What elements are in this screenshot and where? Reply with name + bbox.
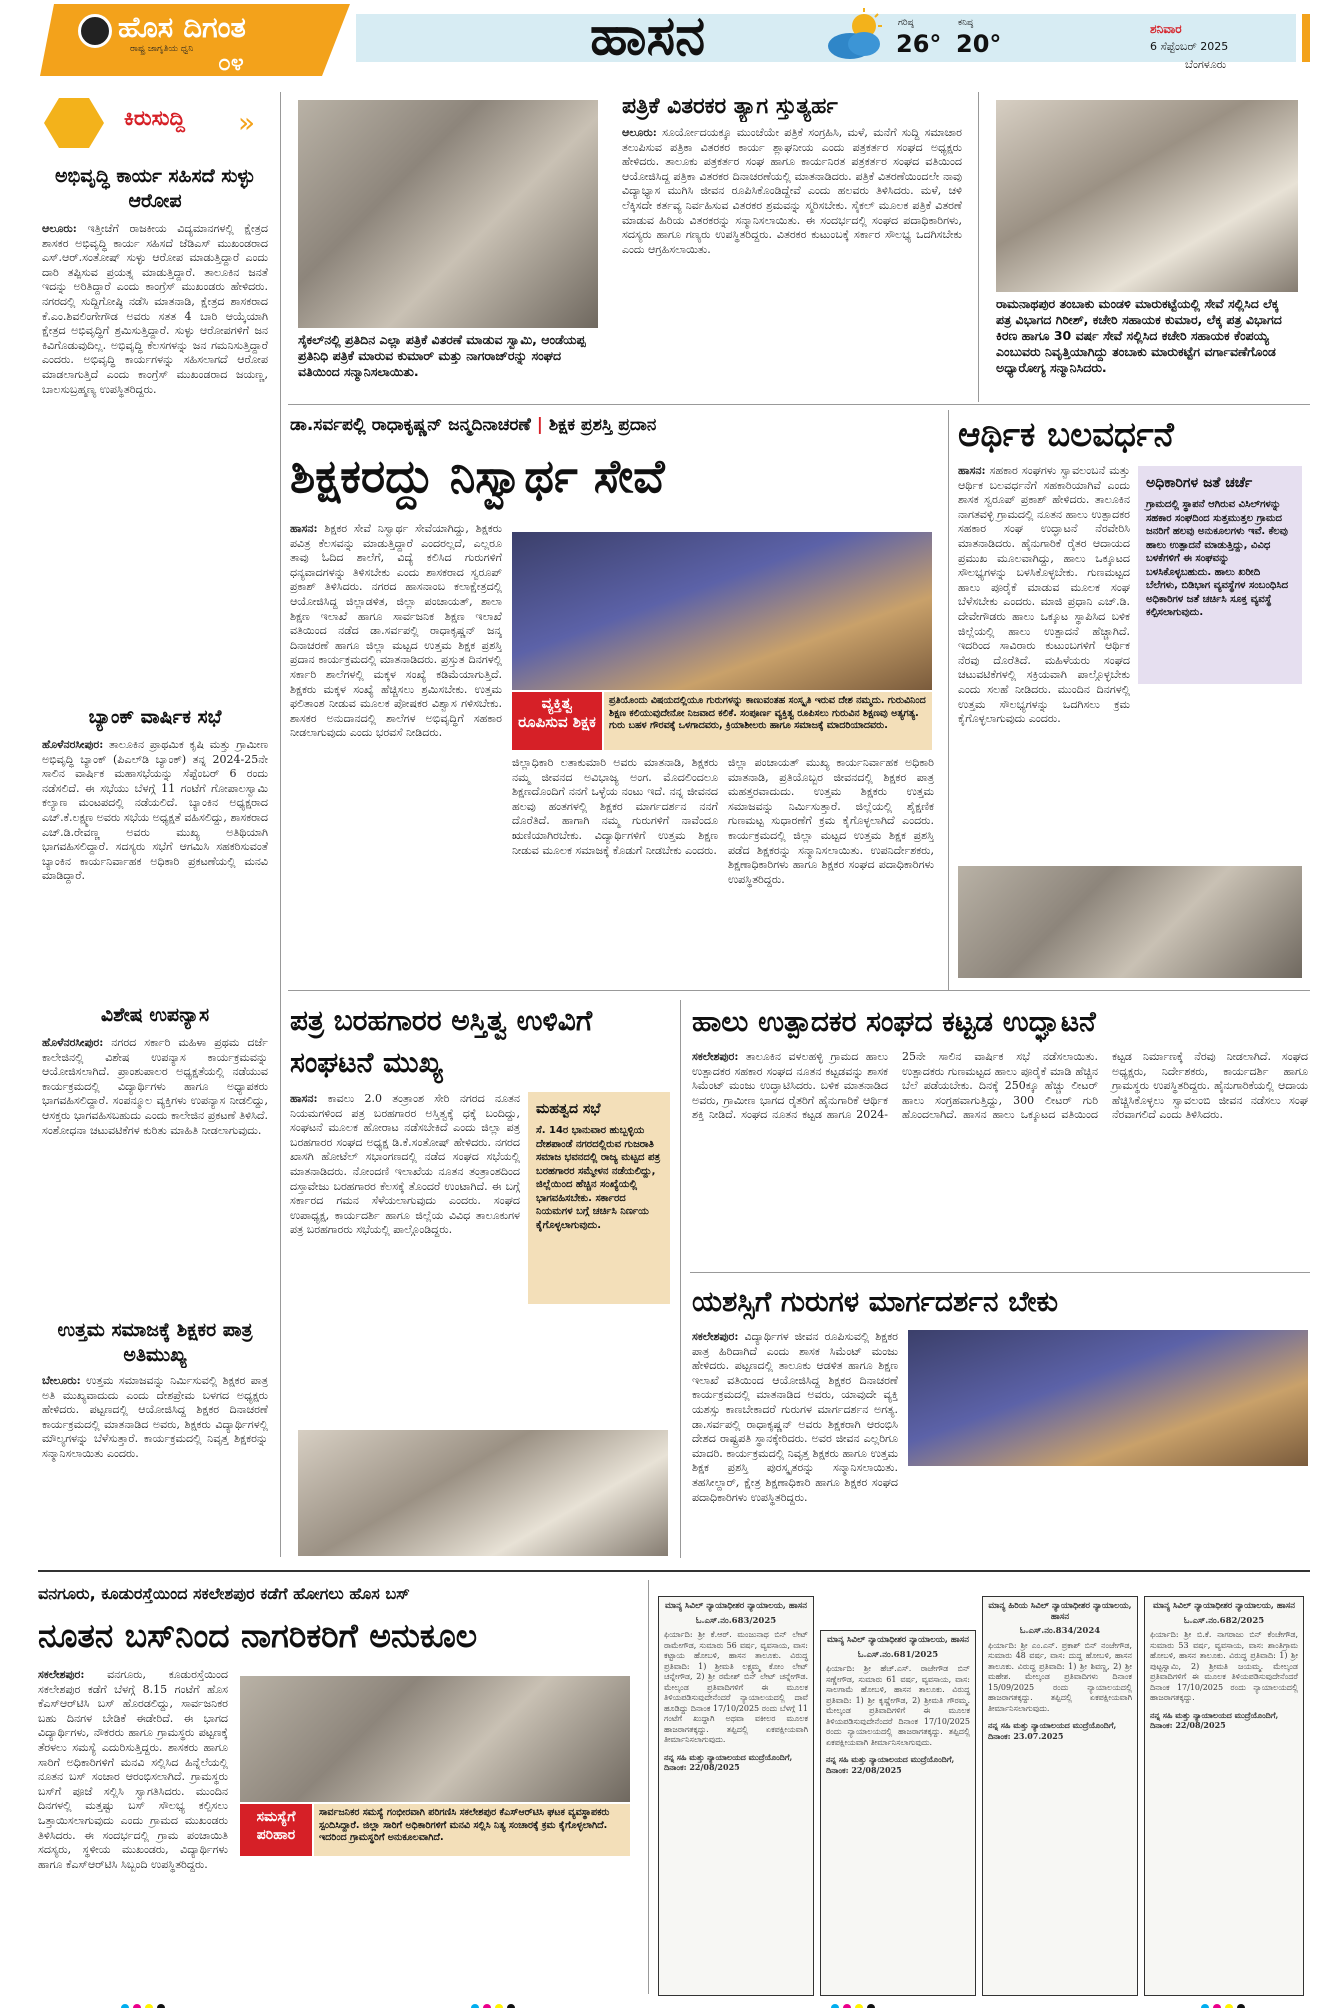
kirusuddi-text-4: ಉತ್ತಮ ಸಮಾಜವನ್ನು ನಿರ್ಮಿಸುವಲ್ಲಿ ಶಿಕ್ಷಕರ ಪಾತ್ರ ಅತಿ ಮುಖ್ಯವಾದುದು ಎಂದು ದೇಶಪ್ರೇಮ ಬಳಗದ ಅಧ್ಯಕ್ಷರು ಹೇಳಿದರು. ಪಟ್ಟಣದಲ್ಲಿ ಆಯೋಜಿಸಿದ್ದ ಶಿಕ್ಷಕರ ದಿನಾಚರಣೆ ಕಾರ್ಯಕ್ರಮದಲ್ಲಿ ಮಾತನಾಡಿದ ಅವರು, ಶಿಕ್ಷಕರು ವಿದ್ಯಾರ್ಥಿಗಳಲ್ಲಿ ಮೌಲ್ಯಗಳನ್ನು ಬೆಳೆಸುತ್ತಾರೆ. ಕಾರ್ಯಕ್ರಮದಲ್ಲಿ ನಿವೃತ್ತ ಶಿಕ್ಷಕರನ್ನು ಸನ್ಮಾನಿಸಲಾಯಿತು ಎಂದರು. [42,1374,268,1460]
kirusuddi-body-2 [42,738,268,988]
teachers-kicker [290,410,950,440]
teachers-quote: ಪ್ರತಿಯೊಂದು ವಿಷಯದಲ್ಲಿಯೂ ಗುರುಗಳನ್ನು ಕಾಣುವಂತಹ ಸಂಸ್ಕೃತಿ ಇರುವ ದೇಶ ನಮ್ಮದು. ಗುರುವಿನಿಂದ ಶಿಕ್ಷಣ ಕಲಿಯುವುದೇನೋ ನಿಜವಾದ ಕಲಿಕೆ. ಸಂಪೂರ್ಣ ವ್ಯಕ್ತಿತ್ವ ರೂಪಿಸಲು ಗುರುವಿನ ಶಿಕ್ಷಣವು ಅತ್ಯಗತ್ಯ. ಗುರು ಬಹಳ ಗೌರವಕ್ಕೆ ಒಳಗಾದವರು, ಕ್ರಿಯಾಶೀಲರು ಹಾಗೂ ಸಮಾಜಕ್ಕೆ ಮಾದರಿಯಾದವರು. [604,692,932,750]
arthika-headline: ಆರ್ಥಿಕ ಬಲವರ್ಧನೆ [958,415,1174,455]
bus-tag: ಸಮಸ್ಯೆಗೆ ಪರಿಹಾರ [240,1804,312,1856]
dateline: ಹೊಳೆನರಸೀಪುರ: [42,738,104,751]
hand-icon [44,98,104,148]
issue-date: 6 ಸೆಪ್ಟೆಂಬರ್ 2025 [1150,40,1229,53]
notice-title: ಮಾನ್ಯ ಹಿರಿಯ ಸಿವಿಲ್ ನ್ಯಾಯಾಧೀಶರ ನ್ಯಾಯಾಲಯ, ಹಾಸನ [988,1601,1132,1622]
yashassu-body-a [692,1330,898,1556]
patra-box [528,1092,670,1304]
notice-case: ಓ.ಎಸ್.ನಂ.834/2024 [1019,1626,1101,1636]
legal-notice-3 [982,1596,1138,1996]
temp-max-label: ಗರಿಷ್ಠ [898,18,914,28]
column-divider [680,1000,681,1558]
kirusuddi-text-1: ಇತ್ತೀಚೆಗೆ ರಾಜಕೀಯ ವಿದ್ಯಮಾನಗಳಲ್ಲಿ ಕ್ಷೇತ್ರದ ಶಾಸಕರ ಅಭಿವೃದ್ಧಿ ಕಾರ್ಯ ಸಹಿಸದೆ ಜೆಡಿಎಸ್ ಮುಖಂಡರಾದ ಎಸ್.ಆರ್.ಸಂತೋಷ್ ಸುಳ್ಳು ಆರೋಪ ಮಾಡುತ್ತಿದ್ದಾರೆ ಎಂದು ದಾರಿ ತಪ್ಪಿಸುವ ಪ್ರಯತ್ನ ಮಾಡುತ್ತಿದ್ದಾರೆ. ತಾಲೂಕಿನ ಜನತೆ ಇದನ್ನು ಅರಿತಿದ್ದಾರೆ ಎಂದು ಕಾಂಗ್ರೆಸ್ ಮುಖಂಡರು ಹೇಳಿದರು. ನಗರದಲ್ಲಿ ಸುದ್ದಿಗೋಷ್ಠಿ ನಡೆಸಿ ಮಾತನಾಡಿ, ಕ್ಷೇತ್ರದ ಶಾಸಕರಾದ ಕೆ.ಎಂ.ಶಿವಲಿಂಗೇಗೌಡ ಅವರು ಸತತ 4 ಬಾರಿ ಆಯ್ಕೆಯಾಗಿ ಕ್ಷೇತ್ರದ ಅಭಿವೃದ್ಧಿಗೆ ಶ್ರಮಿಸುತ್ತಿದ್ದಾರೆ. ಸುಳ್ಳು ಆರೋಪಗಳಿಗೆ ಜನ ಕಿವಿಗೊಡುವುದಿಲ್ಲ. ಅಭಿವೃದ್ಧಿ ಕೆಲಸಗಳನ್ನು ಜನ ಗಮನಿಸುತ್ತಿದ್ದಾರೆ ಎಂದರು. ಅಭಿವೃದ್ಧಿ ಕಾರ್ಯಗಳನ್ನು ಸಹಿಸಲಾಗದೆ ಆರೋಪ ಮಾಡಲಾಗುತ್ತಿದೆ ಎಂದು ಕಾಂಗ್ರೆಸ್ ಮುಖಂಡರಾದ ಜಯಣ್ಣ, ಬಾಲಸುಬ್ರಹ್ಮಣ್ಯ ಉಪಸ್ಥಿತರಿದ್ದರು. [42,222,268,396]
legal-notice-1 [658,1596,814,1996]
dateline: ಹೊಳೆನರಸೀಪುರ: [42,1036,104,1049]
registration-marks [830,1998,890,2008]
notice-body: ಫಿರ್ಯಾದಿ: ಶ್ರೀ ಬಿ.ಕೆ. ನಾಗರಾಜು ಬಿನ್ ಕೆಂಚೇಗೌಡ, ಸುಮಾರು 53 ವರ್ಷ, ವ್ಯವಸಾಯ, ವಾಸ: ಶಾಂತಿಗ್ರಾಮ ಹೋಬಳಿ, ಹಾಸನ ತಾಲೂಕು. ವಿರುದ್ಧ ಪ್ರತಿವಾದಿ: 1) ಶ್ರೀ ಪುಟ್ಟಸ್ವಾಮಿ, 2) ಶ್ರೀಮತಿ ಜಯಮ್ಮ. ಮೇಲ್ಕಂಡ ಪ್ರತಿವಾದಿಗಳಿಗೆ ಈ ಮೂಲಕ ತಿಳಿಯಪಡಿಸುವುದೇನೆಂದರೆ ದಿನಾಂಕ 17/10/2025 ರಂದು ನ್ಯಾಯಾಲಯದಲ್ಲಿ ಹಾಜರಾಗತಕ್ಕದ್ದು. [1150,1630,1298,1702]
chevron-right-icon: » [238,108,256,138]
dateline: ಸಕಲೇಶಪುರ: [692,1050,739,1063]
column-divider [280,92,281,1557]
arthika-box [1138,466,1302,684]
legal-notice-2 [820,1630,976,1996]
registration-marks [1200,1998,1260,2008]
kicker-separator: | [536,415,543,435]
page-number: ೦೪ [218,50,244,76]
arthika-box-body: ಗ್ರಾಮದಲ್ಲಿ ಸ್ಥಾಪನೆ ಆಗಿರುವ ವಿಸಿಲ್‌ಗಳನ್ನು ಸಹಕಾರ ಸಂಘದಿಂದ ಸುತ್ತಮುತ್ತಲ ಗ್ರಾಮದ ಜನರಿಗೆ ಹಲವು ಅನುಕೂಲಗಳು ಇವೆ. ಕೆಲವು ಹಾಲು ಉತ್ಪಾದನೆ ಮಾಡುತ್ತಿದ್ದು, ವಿವಿಧ ಬಳಕೆಗಳಿಗೆ ಈ ಸಂಘವನ್ನು ಬಳಸಿಕೊಳ್ಳಬಹುದು. ಹಾಲು ಖರೀದಿ ಬೆಲೆಗಳು, ಬಿಡಿಭಾಗ ವ್ಯವಸ್ಥೆಗಳ ಸಂಬಂಧಿಸಿದ ಅಧಿಕಾರಿಗಳ ಜತೆ ಚರ್ಚಿಸಿ ಸೂಕ್ತ ವ್ಯವಸ್ಥೆ ಕಲ್ಪಿಸಲಾಗುವುದು. [1146,499,1289,618]
halu-text: ತಾಲೂಕಿನ ವಳಲಹಳ್ಳಿ ಗ್ರಾಮದ ಹಾಲು ಉತ್ಪಾದಕರ ಸಹಕಾರ ಸಂಘದ ನೂತನ ಕಟ್ಟಡವನ್ನು ಶಾಸಕ ಸಿಮೆಂಟ್ ಮಂಜು ಉದ್ಘಾಟಿಸಿದರು. ಬಳಿಕ ಮಾತನಾಡಿದ ಅವರು, ಗ್ರಾಮೀಣ ಭಾಗದ ರೈತರಿಗೆ ಹೈನುಗಾರಿಕೆ ಆರ್ಥಿಕ ಶಕ್ತಿ ನೀಡಿದೆ. ಸಂಘದ ನೂತನ ಕಟ್ಟಡ ಹಾಗೂ 2024-25ನೇ ಸಾಲಿನ ವಾರ್ಷಿಕ ಸಭೆ ನಡೆಸಲಾಯಿತು. ಉತ್ಪಾದಕರು ಗುಣಮಟ್ಟದ ಹಾಲು ಪೂರೈಕೆ ಮಾಡಿ ಹೆಚ್ಚಿನ ಬೆಲೆ ಪಡೆಯಬೇಕು. ದಿನಕ್ಕೆ 250ಕ್ಕೂ ಹೆಚ್ಚು ಲೀಟರ್ ಹಾಲು ಸಂಗ್ರಹವಾಗುತ್ತಿದ್ದು, 300 ಲೀಟರ್ ಗುರಿ ಹೊಂದಲಾಗಿದೆ. ಹಾಸನ ಹಾಲು ಒಕ್ಕೂಟದ ವತಿಯಿಂದ ಕಟ್ಟಡ ನಿರ್ಮಾಣಕ್ಕೆ ನೆರವು ನೀಡಲಾಗಿದೆ. ಸಂಘದ ಅಧ್ಯಕ್ಷರು, ನಿರ್ದೇಶಕರು, ಕಾರ್ಯದರ್ಶಿ ಹಾಗೂ ಗ್ರಾಮಸ್ಥರು ಉಪಸ್ಥಿತರಿದ್ದರು. ಹೈನುಗಾರಿಕೆಯಲ್ಲಿ ಆದಾಯ ಹೆಚ್ಚಿಸಿಕೊಳ್ಳಲು ಸ್ವಾವಲಂಬಿ ಜೀವನ ನಡೆಸಲು ಸಂಘ ನೆರವಾಗಲಿದೆ ಎಂದು ತಿಳಿಸಿದರು. [692,1050,1308,1122]
arthika-text: ಸಹಕಾರ ಸಂಘಗಳು ಸ್ವಾವಲಂಬನೆ ಮತ್ತು ಆರ್ಥಿಕ ಬಲವರ್ಧನೆಗೆ ಸಹಕಾರಿಯಾಗಿವೆ ಎಂದು ಶಾಸಕ ಸ್ವರೂಪ್ ಪ್ರಕಾಶ್ ಹೇಳಿದರು. ತಾಲೂಕಿನ ನಾಗತವಳ್ಳಿ ಗ್ರಾಮದಲ್ಲಿ ನೂತನ ಹಾಲು ಉತ್ಪಾದಕರ ಸಹಕಾರ ಸಂಘ ಉದ್ಘಾಟನೆ ನೆರವೇರಿಸಿ ಮಾತನಾಡಿದರು. ಹೈನುಗಾರಿಕೆ ರೈತರ ಆದಾಯದ ಪ್ರಮುಖ ಮೂಲವಾಗಿದ್ದು, ಹಾಲು ಒಕ್ಕೂಟದ ಸೌಲಭ್ಯಗಳನ್ನು ಬಳಸಿಕೊಳ್ಳಬೇಕು. ಗುಣಮಟ್ಟದ ಹಾಲು ಪೂರೈಕೆ ಮಾಡುವ ಮೂಲಕ ಸಂಘ ಬೆಳೆಸಬೇಕು ಎಂದರು. ಮಾಜಿ ಪ್ರಧಾನಿ ಎಚ್.ಡಿ. ದೇವೇಗೌಡರು ಹಾಲು ಒಕ್ಕೂಟ ಸ್ಥಾಪಿಸಿದ ಬಳಿಕ ಜಿಲ್ಲೆಯಲ್ಲಿ ಹಾಲು ಉತ್ಪಾದನೆ ಹೆಚ್ಚಾಗಿದೆ. ಇದರಿಂದ ಸಾವಿರಾರು ಕುಟುಂಬಗಳಿಗೆ ಆರ್ಥಿಕ ನೆರವು ದೊರೆತಿದೆ. ಮಹಿಳೆಯರು ಸಂಘದ ಚಟುವಟಿಕೆಗಳಲ್ಲಿ ಸಕ್ರಿಯವಾಗಿ ಪಾಲ್ಗೊಳ್ಳಬೇಕು ಎಂದು ಸಲಹೆ ನೀಡಿದರು. ಮುಂದಿನ ದಿನಗಳಲ್ಲಿ ಉತ್ತಮ ಸೌಲಭ್ಯಗಳನ್ನು ಒದಗಿಸಲು ಕ್ರಮ ಕೈಗೊಳ್ಳಲಾಗುವುದು ಎಂದರು. [958,464,1130,726]
tyaga-body [622,126,962,402]
retirement-photo [996,100,1298,292]
arthika-box-title: ಅಧಿಕಾರಿಗಳ ಜತೆ ಚರ್ಚೆ [1146,475,1253,491]
issue-edition: ಬೆಂಗಳೂರು [1185,58,1227,71]
section-divider [288,404,1310,405]
kirusuddi-body-4 [42,1374,268,1554]
teachers-body-a [290,522,502,970]
masthead [0,0,1339,82]
kirusuddi-body-1 [42,222,268,690]
dateline: ಹಾಸನ: [290,522,318,535]
kirusuddi-column [38,92,270,1557]
kirusuddi-banner [38,92,270,154]
notice-case: ಓ.ಎಸ್.ನಂ.682/2025 [1183,1615,1265,1626]
kirusuddi-title-2: ಬ್ಯಾಂಕ್ ವಾರ್ಷಿಕ ಸಭೆ [88,706,222,728]
notice-body: ಫಿರ್ಯಾದಿ: ಶ್ರೀ ಕೆ.ಆರ್. ಮಂಜುನಾಥ ಬಿನ್ ಲೇಟ್ ರಾಮೇಗೌಡ, ಸುಮಾರು 56 ವರ್ಷ, ವ್ಯವಸಾಯ, ವಾಸ: ಕಟ್ಟಾಯ ಹೋಬಳಿ, ಹಾಸನ ತಾಲೂಕು. ವಿರುದ್ಧ ಪ್ರತಿವಾದಿ: 1) ಶ್ರೀಮತಿ ಲಕ್ಷ್ಮಮ್ಮ ಕೋಂ ಲೇಟ್ ಚನ್ನೇಗೌಡ, 2) ಶ್ರೀ ರಮೇಶ್ ಬಿನ್ ಲೇಟ್ ಚನ್ನೇಗೌಡ. ಮೇಲ್ಕಂಡ ಪ್ರತಿವಾದಿಗಳಿಗೆ ಈ ಮೂಲಕ ತಿಳಿಯಪಡಿಸುವುದೇನೆಂದರೆ ನ್ಯಾಯಾಲಯದಲ್ಲಿ ದಾವೆ ಹೂಡಿದ್ದು ದಿನಾಂಕ 17/10/2025 ರಂದು ಬೆಳಗ್ಗೆ 11 ಗಂಟೆಗೆ ಖುದ್ದಾಗಿ ಅಥವಾ ವಕೀಲರ ಮೂಲಕ ಹಾಜರಾಗತಕ್ಕದ್ದು. ತಪ್ಪಿದಲ್ಲಿ ಏಕಪಕ್ಷೀಯವಾಗಿ ತೀರ್ಮಾನಿಸಲಾಗುವುದು. [664,1630,808,1744]
column-divider [648,1580,649,1994]
notice-footer: ನನ್ನ ಸಹಿ ಮತ್ತು ನ್ಯಾಯಾಲಯದ ಮುದ್ರೆಯೊಂದಿಗೆ, ದಿನಾಂಕ: 23.07.2025 [988,1720,1117,1741]
teachers-body-c: ಜಿಲ್ಲಾ ಪಂಚಾಯತ್ ಮುಖ್ಯ ಕಾರ್ಯನಿರ್ವಾಹಕ ಅಧಿಕಾರಿ ಮಾತನಾಡಿ, ಪ್ರತಿಯೊಬ್ಬರ ಜೀವನದಲ್ಲಿ ಶಿಕ್ಷಕರ ಪಾತ್ರ ಮಹತ್ತರವಾದುದು. ಉತ್ತಮ ಶಿಕ್ಷಕರು ಉತ್ತಮ ಸಮಾಜವನ್ನು ನಿರ್ಮಿಸುತ್ತಾರೆ. ಜಿಲ್ಲೆಯಲ್ಲಿ ಶೈಕ್ಷಣಿಕ ಗುಣಮಟ್ಟ ಸುಧಾರಣೆಗೆ ಕ್ರಮ ಕೈಗೊಳ್ಳಲಾಗಿದೆ ಎಂದರು. ಕಾರ್ಯಕ್ರಮದಲ್ಲಿ ಜಿಲ್ಲಾ ಮಟ್ಟದ ಉತ್ತಮ ಶಿಕ್ಷಕ ಪ್ರಶಸ್ತಿ ಪಡೆದ ಶಿಕ್ಷಕರನ್ನು ಸನ್ಮಾನಿಸಲಾಯಿತು. ಉಪನಿರ್ದೇಶಕರು, ಶಿಕ್ಷಣಾಧಿಕಾರಿಗಳು ಹಾಗೂ ಶಿಕ್ಷಕರ ಸಂಘದ ಪದಾಧಿಕಾರಿಗಳು ಉಪಸ್ಥಿತರಿದ್ದರು. [728,756,934,886]
bus-text: ವನಗೂರು, ಕೂಡುರಸ್ತೆಯಿಂದ ಸಕಲೇಶಪುರ ಕಡೆಗೆ ಬೆಳಗ್ಗೆ 8.15 ಗಂಟೆಗೆ ಹೊಸ ಕೆಎಸ್‌ಆರ್‌ಟಿಸಿ ಬಸ್ ಹೊರಡಲಿದ್ದು, ಸಾರ್ವಜನಿಕರ ಬಹು ದಿನಗಳ ಬೇಡಿಕೆ ಈಡೇರಿದೆ. ಈ ಭಾಗದ ವಿದ್ಯಾರ್ಥಿಗಳು, ನೌಕರರು ಹಾಗೂ ಗ್ರಾಮಸ್ಥರು ಪಟ್ಟಣಕ್ಕೆ ತೆರಳಲು ಸಮಸ್ಯೆ ಎದುರಿಸುತ್ತಿದ್ದರು. ಶಾಸಕರು ಹಾಗೂ ಸಾರಿಗೆ ಅಧಿಕಾರಿಗಳಿಗೆ ಮನವಿ ಸಲ್ಲಿಸಿದ ಹಿನ್ನೆಲೆಯಲ್ಲಿ ನೂತನ ಬಸ್ ಸಂಚಾರ ಆರಂಭಿಸಲಾಗಿದೆ. ಗ್ರಾಮಸ್ಥರು ಬಸ್‌ಗೆ ಪೂಜೆ ಸಲ್ಲಿಸಿ ಸ್ವಾಗತಿಸಿದರು. ಮುಂದಿನ ದಿನಗಳಲ್ಲಿ ಮತ್ತಷ್ಟು ಬಸ್ ಸೌಲಭ್ಯ ಕಲ್ಪಿಸಲು ಒತ್ತಾಯಿಸಲಾಗುವುದು ಎಂದು ಗ್ರಾಮದ ಮುಖಂಡರು ತಿಳಿಸಿದರು. ಈ ಸಂದರ್ಭದಲ್ಲಿ ಗ್ರಾಮ ಪಂಚಾಯಿತಿ ಸದಸ್ಯರು, ಸ್ಥಳೀಯ ಮುಖಂಡರು, ವಿದ್ಯಾರ್ಥಿಗಳು ಹಾಗೂ ಕೆಎಸ್‌ಆರ್‌ಟಿಸಿ ಸಿಬ್ಬಂದಿ ಉಪಸ್ಥಿತರಿದ್ದರು. [38,1668,228,1871]
halu-headline: ಹಾಲು ಉತ್ಪಾದಕರ ಸಂಘದ ಕಟ್ಟಡ ಉದ್ಘಾಟನೆ [692,1005,1096,1038]
kirusuddi-label: ಕಿರುಸುದ್ದಿ [124,106,185,130]
patra-box-body: ಸೆ. 14ರ ಭಾನುವಾರ ಹುಬ್ಬಳ್ಳಿಯ ದೇಶಪಾಂಡೆ ನಗರದಲ್ಲಿರುವ ಗುಜರಾತಿ ಸಮಾಜ ಭವನದಲ್ಲಿ ರಾಜ್ಯ ಮಟ್ಟದ ಪತ್ರ ಬರಹಗಾರರ ಸಮ್ಮೇಳನ ನಡೆಯಲಿದ್ದು, ಜಿಲ್ಲೆಯಿಂದ ಹೆಚ್ಚಿನ ಸಂಖ್ಯೆಯಲ್ಲಿ ಭಾಗವಹಿಸಬೇಕು. ಸರ್ಕಾರದ ನಿಯಮಗಳ ಬಗ್ಗೆ ಚರ್ಚಿಸಿ ನಿರ್ಣಯ ಕೈಗೊಳ್ಳಲಾಗುವುದು. [536,1125,661,1231]
yashassu-headline: ಯಶಸ್ಸಿಗೆ ಗುರುಗಳ ಮಾರ್ಗದರ್ಶನ ಬೇಕು [692,1285,1059,1318]
notice-case: ಓ.ಎಸ್.ನಂ.683/2025 [695,1615,777,1626]
brand-logo-icon [78,14,112,48]
notice-footer: ನನ್ನ ಸಹಿ ಮತ್ತು ನ್ಯಾಯಾಲಯದ ಮುದ್ರೆಯೊಂದಿಗೆ, ದಿನಾಂಕ: 22/08/2025 [664,1751,793,1772]
notice-case: ಓ.ಎಸ್.ನಂ.681/2025 [857,1649,939,1660]
temp-min: 20° [956,30,1002,58]
section-divider [690,1272,1310,1273]
brand-tagline: ರಾಷ್ಟ್ರ ಜಾಗೃತಿಯ ಧ್ವನಿ [130,44,194,54]
distributors-photo [298,100,598,328]
dateline: ಸಕಲೇಶಪುರ: [692,1330,739,1343]
registration-marks [120,1998,180,2008]
registration-marks [470,1998,530,2008]
teachers-tag: ವ್ಯಕ್ತಿತ್ವ ರೂಪಿಸುವ ಶಿಕ್ಷಕ [512,692,602,750]
kirusuddi-text-3: ನಗರದ ಸರ್ಕಾರಿ ಮಹಿಳಾ ಪ್ರಥಮ ದರ್ಜೆ ಕಾಲೇಜಿನಲ್ಲಿ ವಿಶೇಷ ಉಪನ್ಯಾಸ ಕಾರ್ಯಕ್ರಮವನ್ನು ಆಯೋಜಿಸಲಾಗಿದೆ. ಪ್ರಾಂಶುಪಾಲರ ಅಧ್ಯಕ್ಷತೆಯಲ್ಲಿ ನಡೆಯುವ ಕಾರ್ಯಕ್ರಮದಲ್ಲಿ ವಿದ್ಯಾರ್ಥಿಗಳು ಹಾಗೂ ಅಧ್ಯಾಪಕರು ಭಾಗವಹಿಸಲಿದ್ದಾರೆ. ಸಂಪನ್ಮೂಲ ವ್ಯಕ್ತಿಗಳು ಉಪನ್ಯಾಸ ನೀಡಲಿದ್ದು, ಆಸಕ್ತರು ಭಾಗವಹಿಸಬಹುದು ಎಂದು ಕಾಲೇಜಿನ ಪ್ರಕಟಣೆ ತಿಳಿಸಿದೆ. ಸಂಶೋಧನಾ ಚಟುವಟಿಕೆಗಳ ಕುರಿತು ಮಾಹಿತಿ ನೀಡಲಾಗುವುದು. [42,1036,268,1137]
notice-title: ಮಾನ್ಯ ಸಿವಿಲ್ ನ್ಯಾಯಾಧೀಶರ ನ್ಯಾಯಾಲಯ, ಹಾಸನ [1153,1601,1295,1611]
issue-day: ಶನಿವಾರ [1150,22,1182,36]
tyaga-headline: ಪತ್ರಿಕೆ ವಿತರಕರ ತ್ಯಾಗ ಸ್ತುತ್ಯರ್ಹ [622,94,838,119]
bus-photo [240,1676,630,1802]
teachers-award-photo [512,532,932,690]
teachers-headline: ಶಿಕ್ಷಕರದ್ದು ನಿಸ್ವಾರ್ಥ ಸೇವೆ [290,449,665,503]
legal-notice-4 [1144,1596,1304,1996]
distributors-caption: ಸೈಕಲ್‌ನಲ್ಲಿ ಪ್ರತಿದಿನ ಎಲ್ಲಾ ಪತ್ರಿಕೆ ವಿತರಣೆ ಮಾಡುವ ಸ್ವಾಮಿ, ಆಂಡೆಯಪ್ಪ ಪ್ರತಿನಿಧಿ ಪತ್ರಿಕೆ ಮಾರುವ ಕುಮಾರ್ ಮತ್ತು ನಾಗರಾಜ್‌ರನ್ನು ಸಂಘದ ವತಿಯಿಂದ ಸನ್ಮಾನಿಸಲಾಯಿತು. [298,332,586,379]
column-divider [978,92,979,402]
city-name: ಹಾಸನ [590,4,706,67]
section-divider [288,990,1310,991]
retirement-caption: ರಾಮನಾಥಪುರ ತಂಬಾಕು ಮಂಡಳಿ ಮಾರುಕಟ್ಟೆಯಲ್ಲಿ ಸೇವೆ ಸಲ್ಲಿಸಿದ ಲೆಕ್ಕ ಪತ್ರ ವಿಭಾಗದ ಗಿರೀಶ್, ಕಚೇರಿ ಸಹಾಯಕ ಕುಮಾರ, ಲೆಕ್ಕ ಪತ್ರ ವಿಭಾಗದ ಕಿರಣ ಹಾಗೂ 30 ವರ್ಷ ಸೇವೆ ಸಲ್ಲಿಸಿದ ಕಚೇರಿ ಸಹಾಯಕ ಕೆಂಪಯ್ಯ ಎಂಬುವರು ನಿವೃತ್ತಿಯಾಗಿದ್ದು ತಂಬಾಕು ಮಾರುಕಟ್ಟೆಗ ವರ್ಗಾವಣೆಗೊಂಡ ಅಧ್ಯಾರೋಗ್ಯ ಸನ್ಮಾನಿಸಿದರು. [996,296,1282,375]
patra-box-title: ಮಹತ್ವದ ಸಭೆ [536,1101,601,1117]
bus-quote: ಸಾರ್ವಜನಿಕರ ಸಮಸ್ಯೆ ಗಂಭೀರವಾಗಿ ಪರಿಗಣಿಸಿ ಸಕಲೇಶಪುರ ಕೆಎಸ್‌ಆರ್‌ಟಿಸಿ ಘಟಕ ವ್ಯವಸ್ಥಾಪಕರು ಸ್ಪಂದಿಸಿದ್ದಾರೆ. ಜಿಲ್ಲಾ ಸಾರಿಗೆ ಅಧಿಕಾರಿಗಳಿಗೆ ಮನವಿ ಸಲ್ಲಿಸಿ ನಿತ್ಯ ಸಂಚಾರಕ್ಕೆ ಕ್ರಮ ಕೈಗೊಳ್ಳಲಾಗಿದೆ. ಇದರಿಂದ ಗ್ರಾಮಸ್ಥರಿಗೆ ಅನುಕೂಲವಾಗಿದೆ. [314,1804,630,1856]
kirusuddi-title-4: ಉತ್ತಮ ಸಮಾಜಕ್ಕೆ ಶಿಕ್ಷಕರ ಪಾತ್ರ ಅತಿಮುಖ್ಯ [57,1319,253,1366]
kirusuddi-text-2: ತಾಲೂಕಿನ ಪ್ರಾಥಮಿಕ ಕೃಷಿ ಮತ್ತು ಗ್ರಾಮೀಣ ಅಭಿವೃದ್ಧಿ ಬ್ಯಾಂಕ್ (ಪಿಎಲ್‌ಡಿ ಬ್ಯಾಂಕ್) ತನ್ನ 2024-25ನೇ ಸಾಲಿನ ವಾರ್ಷಿಕ ಮಹಾಸಭೆಯನ್ನು ಸೆಪ್ಟೆಂಬರ್ 6 ರಂದು ನಡೆಸಲಿದೆ. ಈ ಸಭೆಯು ಬೆಳಗ್ಗೆ 11 ಗಂಟೆಗೆ ಗೋಪಾಲಸ್ವಾಮಿ ಕಲ್ಯಾಣ ಮಂಟಪದಲ್ಲಿ ನಡೆಯಲಿದೆ. ಬ್ಯಾಂಕಿನ ಅಧ್ಯಕ್ಷರಾದ ಎಚ್.ಕೆ.ಲಕ್ಷ್ಮಣ ಅವರು ಸಭೆಯ ಅಧ್ಯಕ್ಷತೆ ವಹಿಸಲಿದ್ದು, ಶಾಸಕರಾದ ಎಚ್.ಡಿ.ರೇವಣ್ಣ ಅವರು ಮುಖ್ಯ ಅತಿಥಿಯಾಗಿ ಭಾಗವಹಿಸಲಿದ್ದಾರೆ. ಸದಸ್ಯರು ಸಭೆಗೆ ಆಗಮಿಸಿ ಸಹಕರಿಸುವಂತೆ ಬ್ಯಾಂಕಿನ ಕಾರ್ಯನಿರ್ವಾಹಕ ಅಧಿಕಾರಿ ಪ್ರಕಟಣೆಯಲ್ಲಿ ಮನವಿ ಮಾಡಿದ್ದಾರೆ. [42,738,268,883]
bus-body-a [38,1668,228,1994]
kirusuddi-title-1: ಅಭಿವೃದ್ಧಿ ಕಾರ್ಯ ಸಹಿಸದೆ ಸುಳ್ಳು ಆರೋಪ [55,165,255,212]
weather-cloud-icon [820,6,890,66]
column-divider [948,410,949,990]
patra-text: ಕಾವಲು 2.0 ತಂತ್ರಾಂಶ ಸೇರಿ ನಗರದ ನೂತನ ನಿಯಮಗಳಿಂದ ಪತ್ರ ಬರಹಗಾರರ ಅಸ್ತಿತ್ವಕ್ಕೆ ಧಕ್ಕೆ ಬಂದಿದ್ದು, ಸಂಘಟನೆ ಮೂಲಕ ಹೋರಾಟ ನಡೆಸಬೇಕಿದೆ ಎಂದು ಜಿಲ್ಲಾ ಪತ್ರ ಬರಹಗಾರರ ಸಂಘದ ಅಧ್ಯಕ್ಷ ಡಿ.ಕೆ.ಸಂತೋಷ್ ಹೇಳಿದರು. ನಗರದ ಖಾಸಗಿ ಹೋಟೆಲ್ ಸಭಾಂಗಣದಲ್ಲಿ ನಡೆದ ಸಂಘದ ಸಭೆಯಲ್ಲಿ ಮಾತನಾಡಿದರು. ನೋಂದಣಿ ಇಲಾಖೆಯ ನೂತನ ತಂತ್ರಾಂಶದಿಂದ ದಸ್ತಾವೇಜು ಬರಹಗಾರರ ಕೆಲಸಕ್ಕೆ ತೊಂದರೆ ಉಂಟಾಗಿದೆ. ಈ ಬಗ್ಗೆ ಸರ್ಕಾರದ ಗಮನ ಸೆಳೆಯಲಾಗುವುದು ಎಂದರು. ಸಂಘದ ಉಪಾಧ್ಯಕ್ಷ, ಕಾರ್ಯದರ್ಶಿ ಹಾಗೂ ಜಿಲ್ಲೆಯ ವಿವಿಧ ತಾಲೂಕುಗಳ ಪತ್ರ ಬರಹಗಾರರು ಸಭೆಯಲ್ಲಿ ಪಾಲ್ಗೊಂಡಿದ್ದರು. [290,1092,520,1237]
dateline: ಆಲೂರು: [622,126,657,139]
dateline: ಹಾಸನ: [290,1092,318,1105]
notice-title: ಮಾನ್ಯ ಸಿವಿಲ್ ನ್ಯಾಯಾಧೀಶರ ನ್ಯಾಯಾಲಯ, ಹಾಸನ [827,1635,969,1645]
notice-title: ಮಾನ್ಯ ಸಿವಿಲ್ ನ್ಯಾಯಾಧೀಶರ ನ್ಯಾಯಾಲಯ, ಹಾಸನ [665,1601,807,1611]
temp-max: 26° [896,30,942,58]
teachers-kicker-right: ಶಿಕ್ಷಕ ಪ್ರಶಸ್ತಿ ಪ್ರದಾನ [548,415,657,435]
yashassu-photo [908,1330,1308,1466]
dateline: ಬೇಲೂರು: [42,1374,81,1387]
teachers-body-b: ಜಿಲ್ಲಾಧಿಕಾರಿ ಲತಾಕುಮಾರಿ ಅವರು ಮಾತನಾಡಿ, ಶಿಕ್ಷಕರು ನಮ್ಮ ಜೀವನದ ಅವಿಭಾಜ್ಯ ಅಂಗ. ಮೊದಲಿಂದಲೂ ಶಿಕ್ಷಣದೊಂದಿಗೆ ನನಗೆ ಒಳ್ಳೆಯ ನಂಟು ಇದೆ. ನನ್ನ ಜೀವನದ ಹಲವು ಹಂತಗಳಲ್ಲಿ ಶಿಕ್ಷಕರ ಮಾರ್ಗದರ್ಶನ ನನಗೆ ದೊರೆತಿದೆ. ಹಾಗಾಗಿ ನಮ್ಮ ಗುರುಗಳಿಗೆ ನಾವೆಂದೂ ಋಣಿಯಾಗಿರಬೇಕು. ವಿದ್ಯಾರ್ಥಿಗಳಿಗೆ ಉತ್ತಮ ಶಿಕ್ಷಣ ನೀಡುವ ಮೂಲಕ ಸಮಾಜಕ್ಕೆ ಕೊಡುಗೆ ನೀಡಬೇಕು ಎಂದರು. [512,756,718,857]
tyaga-text: ಸೂರ್ಯೋದಯಕ್ಕೂ ಮುಂಚೆಯೇ ಪತ್ರಿಕೆ ಸಂಗ್ರಹಿಸಿ, ಮಳೆ, ಮನೆಗೆ ಸುದ್ದಿ ಸಮಾಚಾರ ತಲುಪಿಸುವ ಪತ್ರಿಕಾ ವಿತರಕರ ಕಾರ್ಯ ಶ್ಲಾಘನೀಯ ಎಂದು ಪತ್ರಕರ್ತರ ಸಂಘದ ಅಧ್ಯಕ್ಷರು ಹೇಳಿದರು. ತಾಲೂಕು ಪತ್ರಕರ್ತರ ಸಂಘ ಹಾಗೂ ಕಾರ್ಯನಿರತ ಪತ್ರಕರ್ತರ ಸಂಘದ ವತಿಯಿಂದ ಆಯೋಜಿಸಿದ್ದ ಪತ್ರಿಕಾ ವಿತರಕರ ದಿನಾಚರಣೆಯಲ್ಲಿ ಮಾತನಾಡಿದರು. ಪತ್ರಿಕೆ ವಿತರಣೆಯಿಂದಲೇ ನಾವು ವಿದ್ಯಾಭ್ಯಾಸ ಮುಗಿಸಿ ಜೀವನ ರೂಪಿಸಿಕೊಂಡಿದ್ದೇವೆ ಎಂದು ಹಲವರು ತಿಳಿಸಿದರು. ಮಳೆ, ಚಳಿ ಲೆಕ್ಕಿಸದೇ ಕರ್ತವ್ಯ ನಿರ್ವಹಿಸುವ ವಿತರಕರ ಶ್ರಮವನ್ನು ಸ್ಮರಿಸಬೇಕು. ಸೈಕಲ್ ಮೂಲಕ ಪತ್ರಿಕೆ ವಿತರಣೆ ಮಾಡುವ ಹಿರಿಯ ವಿತರಕರನ್ನು ಸನ್ಮಾನಿಸಲಾಯಿತು. ಈ ಸಂದರ್ಭದಲ್ಲಿ ಸಂಘದ ಪದಾಧಿಕಾರಿಗಳು, ಸದಸ್ಯರು ಹಾಗೂ ಗಣ್ಯರು ಉಪಸ್ಥಿತರಿದ್ದರು. ವಿತರಕರ ಕುಟುಂಬಕ್ಕೆ ಸರ್ಕಾರ ಸೌಲಭ್ಯ ಒದಗಿಸಬೇಕು ಎಂದು ಆಗ್ರಹಿಸಲಾಯಿತು. [622,126,962,256]
patra-headline: ಪತ್ರ ಬರಹಗಾರರ ಅಸ್ತಿತ್ವ ಉಳಿವಿಗೆ ಸಂಘಟನೆ ಮುಖ್ಯ [290,1004,593,1079]
halu-body [692,1050,1308,1266]
bus-headline: ನೂತನ ಬಸ್‌ನಿಂದ ನಾಗರಿಕರಿಗೆ ಅನುಕೂಲ [38,1616,478,1655]
kirusuddi-title-3: ವಿಶೇಷ ಉಪನ್ಯಾಸ [100,1004,210,1026]
patra-photo [298,1430,668,1556]
notice-body: ಫಿರ್ಯಾದಿ: ಶ್ರೀ ಹೆಚ್.ಎಸ್. ರಾಜೇಗೌಡ ಬಿನ್ ಸಣ್ಣೇಗೌಡ, ಸುಮಾರು 61 ವರ್ಷ, ವ್ಯವಸಾಯ, ವಾಸ: ಸಾಲಗಾಮೆ ಹೋಬಳಿ, ಹಾಸನ ತಾಲೂಕು. ವಿರುದ್ಧ ಪ್ರತಿವಾದಿ: 1) ಶ್ರೀ ಕೃಷ್ಣೇಗೌಡ, 2) ಶ್ರೀಮತಿ ಗೌರಮ್ಮ. ಮೇಲ್ಕಂಡ ಪ್ರತಿವಾದಿಗಳಿಗೆ ಈ ಮೂಲಕ ತಿಳಿಯಪಡಿಸುವುದೇನೆಂದರೆ ದಿನಾಂಕ 17/10/2025 ರಂದು ನ್ಯಾಯಾಲಯದಲ್ಲಿ ಹಾಜರಾಗತಕ್ಕದ್ದು. ತಪ್ಪಿದಲ್ಲಿ ಏಕಪಕ್ಷೀಯವಾಗಿ ತೀರ್ಮಾನಿಸಲಾಗುವುದು. [826,1664,970,1747]
patra-body [290,1092,520,1322]
arthika-photo [958,866,1302,978]
temp-min-label: ಕನಿಷ್ಠ [958,18,974,28]
masthead-right-bar [1302,14,1310,62]
dateline: ಹಾಸನ: [958,464,986,477]
dateline: ಆಲೂರು: [42,222,77,235]
dateline: ಸಕಲೇಶಪುರ: [38,1668,85,1681]
notice-footer: ನನ್ನ ಸಹಿ ಮತ್ತು ನ್ಯಾಯಾಲಯದ ಮುದ್ರೆಯೊಂದಿಗೆ, ದಿನಾಂಕ: 22/08/2025 [1150,1709,1279,1730]
teachers-kicker-left: ಡಾ.ಸರ್ವಪಲ್ಲಿ ರಾಧಾಕೃಷ್ಣನ್ ಜನ್ಮದಿನಾಚರಣೆ [290,415,531,435]
brand-name: ಹೊಸ ದಿಗಂತ [118,10,246,44]
notice-body: ಫಿರ್ಯಾದಿ: ಶ್ರೀ ಎಂ.ಎನ್. ಪ್ರಕಾಶ್ ಬಿನ್ ನಂಜೇಗೌಡ, ಸುಮಾರು 48 ವರ್ಷ, ವಾಸ: ದುದ್ದ ಹೋಬಳಿ, ಹಾಸನ ತಾಲೂಕು. ವಿರುದ್ಧ ಪ್ರತಿವಾದಿ: 1) ಶ್ರೀ ಶಿವಣ್ಣ, 2) ಶ್ರೀ ಮಹೇಶ. ಮೇಲ್ಕಂಡ ಪ್ರತಿವಾದಿಗಳು ದಿನಾಂಕ 15/09/2025 ರಂದು ನ್ಯಾಯಾಲಯದಲ್ಲಿ ಹಾಜರಾಗತಕ್ಕದ್ದು. ತಪ್ಪಿದಲ್ಲಿ ಏಕಪಕ್ಷೀಯವಾಗಿ ತೀರ್ಮಾನಿಸಲಾಗುವುದು. [988,1640,1132,1713]
teachers-text-a: ಶಿಕ್ಷಕರ ಸೇವೆ ನಿಸ್ವಾರ್ಥ ಸೇವೆಯಾಗಿದ್ದು, ಶಿಕ್ಷಕರು ಪವಿತ್ರ ಕೆಲಸವನ್ನು ಮಾಡುತ್ತಿದ್ದಾರೆ ಎಂದರಲ್ಲದೆ, ಎಲ್ಲರೂ ತಾವು ಓದಿದ ಶಾಲೆಗೆ, ವಿದ್ಯೆ ಕಲಿಸಿದ ಗುರುಗಳಿಗೆ ಧನ್ಯವಾದಗಳನ್ನು ತಿಳಿಸಬೇಕು ಎಂದು ಶಾಸಕರಾದ ಸ್ವರೂಪ್ ಪ್ರಕಾಶ್ ತಿಳಿಸಿದರು. ನಗರದ ಹಾಸನಾಂಬ ಕಲಾಕ್ಷೇತ್ರದಲ್ಲಿ ಆಯೋಜಿಸಿದ್ದ ಜಿಲ್ಲಾಡಳಿತ, ಜಿಲ್ಲಾ ಪಂಚಾಯತ್, ಶಾಲಾ ಶಿಕ್ಷಣ ಇಲಾಖೆ ಹಾಗೂ ಸಾರ್ವಜನಿಕ ಶಿಕ್ಷಣ ಇಲಾಖೆ ವತಿಯಿಂದ ನಡೆದ ಡಾ.ಸರ್ವಪಲ್ಲಿ ರಾಧಾಕೃಷ್ಣನ್ ಜನ್ಮ ದಿನಾಚರಣೆ ಹಾಗೂ ಜಿಲ್ಲಾ ಮಟ್ಟದ ಉತ್ತಮ ಶಿಕ್ಷಕ ಪ್ರಶಸ್ತಿ ಪ್ರದಾನ ಕಾರ್ಯಕ್ರಮದಲ್ಲಿ ಮಾತನಾಡಿದರು. ಪ್ರಸ್ತುತ ದಿನಗಳಲ್ಲಿ ಸರ್ಕಾರಿ ಶಾಲೆಗಳಲ್ಲಿ ಮಕ್ಕಳ ಸಂಖ್ಯೆ ಕಡಿಮೆಯಾಗುತ್ತಿದೆ. ಶಿಕ್ಷಕರು ಮಕ್ಕಳ ಸಂಖ್ಯೆ ಹೆಚ್ಚಿಸಲು ಶ್ರಮಿಸಬೇಕು. ಉತ್ತಮ ಫಲಿತಾಂಶ ನೀಡುವ ಮೂಲಕ ಪೋಷಕರ ವಿಶ್ವಾಸ ಗಳಿಸಬೇಕು. ಶಾಸಕರ ಅನುದಾನದಲ್ಲಿ ಶಾಲೆಗಳ ಅಭಿವೃದ್ಧಿಗೆ ಸಹಕಾರ ನೀಡಲಾಗುವುದು ಎಂದು ಭರವಸೆ ನೀಡಿದರು. [290,522,502,740]
bus-kicker: ವನಗೂರು, ಕೂಡುರಸ್ತೆಯಿಂದ ಸಕಲೇಶಪುರ ಕಡೆಗೆ ಹೋಗಲು ಹೊಸ ಬಸ್ [38,1584,410,1603]
section-divider [38,1570,1310,1572]
yashassu-text: ವಿದ್ಯಾರ್ಥಿಗಳ ಜೀವನ ರೂಪಿಸುವಲ್ಲಿ ಶಿಕ್ಷಕರ ಪಾತ್ರ ಹಿರಿದಾಗಿದೆ ಎಂದು ಶಾಸಕ ಸಿಮೆಂಟ್ ಮಂಜು ಹೇಳಿದರು. ಪಟ್ಟಣದಲ್ಲಿ ತಾಲೂಕು ಆಡಳಿತ ಹಾಗೂ ಶಿಕ್ಷಣ ಇಲಾಖೆ ವತಿಯಿಂದ ಆಯೋಜಿಸಿದ್ದ ಶಿಕ್ಷಕರ ದಿನಾಚರಣೆ ಕಾರ್ಯಕ್ರಮದಲ್ಲಿ ಮಾತನಾಡಿದ ಅವರು, ಯಾವುದೇ ವ್ಯಕ್ತಿ ಯಶಸ್ಸು ಕಾಣಬೇಕಾದರೆ ಗುರುಗಳ ಮಾರ್ಗದರ್ಶನ ಅಗತ್ಯ. ಡಾ.ಸರ್ವಪಲ್ಲಿ ರಾಧಾಕೃಷ್ಣನ್ ಅವರು ಶಿಕ್ಷಕರಾಗಿ ಆರಂಭಿಸಿ ದೇಶದ ರಾಷ್ಟ್ರಪತಿ ಸ್ಥಾನಕ್ಕೇರಿದರು. ಅವರ ಜೀವನ ಎಲ್ಲರಿಗೂ ಮಾದರಿ. ಕಾರ್ಯಕ್ರಮದಲ್ಲಿ ನಿವೃತ್ತ ಶಿಕ್ಷಕರು ಹಾಗೂ ಉತ್ತಮ ಶಿಕ್ಷಕ ಪ್ರಶಸ್ತಿ ಪುರಸ್ಕೃತರನ್ನು ಸನ್ಮಾನಿಸಲಾಯಿತು. ತಹಸೀಲ್ದಾರ್, ಕ್ಷೇತ್ರ ಶಿಕ್ಷಣಾಧಿಕಾರಿ ಹಾಗೂ ಶಿಕ್ಷಕರ ಸಂಘದ ಪದಾಧಿಕಾರಿಗಳು ಉಪಸ್ಥಿತರಿದ್ದರು. [692,1330,898,1504]
notice-footer: ನನ್ನ ಸಹಿ ಮತ್ತು ನ್ಯಾಯಾಲಯದ ಮುದ್ರೆಯೊಂದಿಗೆ, ದಿನಾಂಕ: 22/08/2025 [826,1754,955,1775]
